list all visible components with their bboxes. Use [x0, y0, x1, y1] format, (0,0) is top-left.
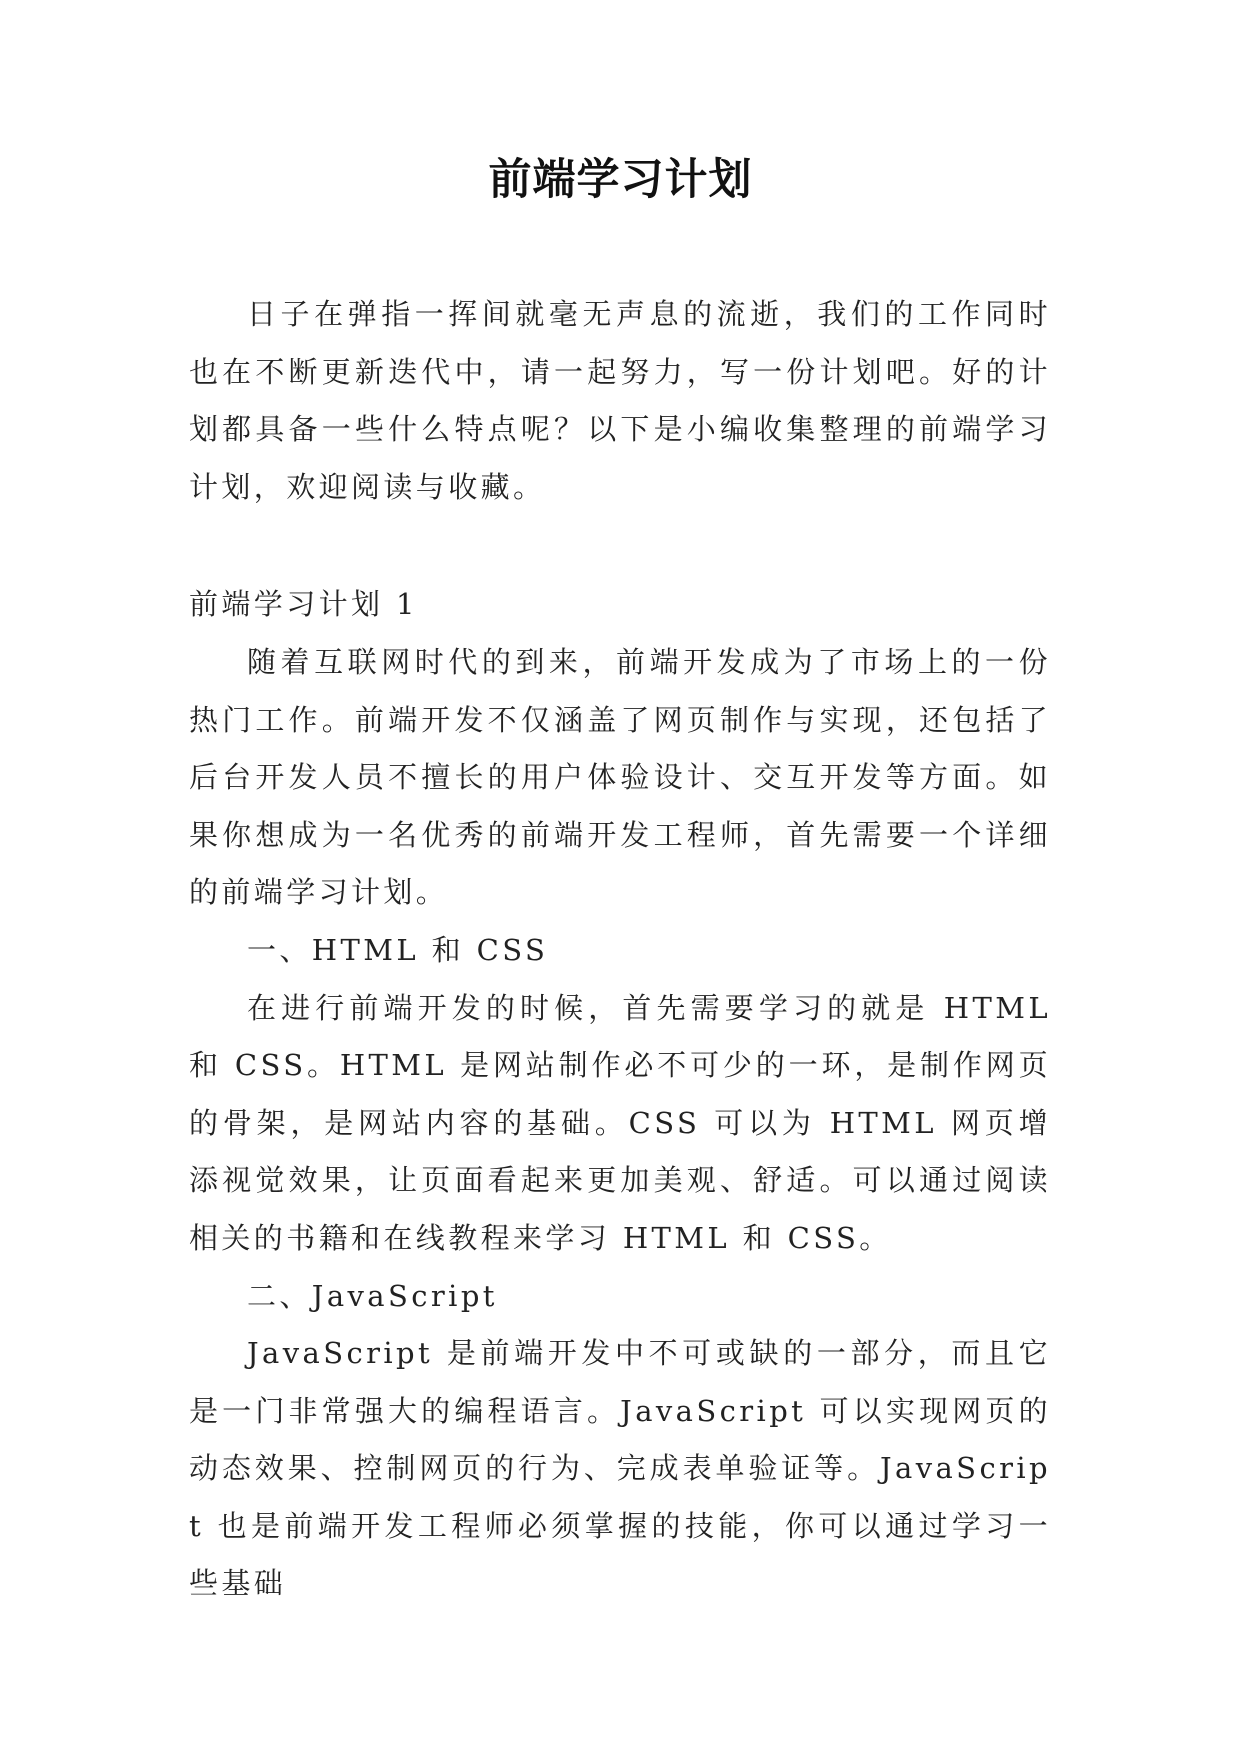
- javascript-paragraph: JavaScript 是前端开发中不可或缺的一部分，而且它是一门非常强大的编程语言。JavaScript 可以实现网页的动态效果、控制网页的行为、完成表单验证等。JavaScript 也是前端开发工程师必须掌握的技能，你可以通过学习一些基础: [189, 1336, 1051, 1601]
- section-intro-paragraph: 随着互联网时代的到来，前端开发成为了市场上的一份热门工作。前端开发不仅涵盖了网页制作与实现，还包括了后台开发人员不擅长的用户体验设计、交互开发等方面。如果你想成为一名优秀的前端开发工程师，首先需要一个详细的前端学习计划。: [189, 644, 1051, 910]
- section-spacer: [189, 516, 1051, 576]
- javascript-heading: 二、JavaScript: [247, 1278, 498, 1313]
- section-title: 前端学习计划 1: [189, 587, 418, 622]
- document-body: [189, 286, 1051, 1613]
- intro-paragraph: 日子在弹指一挥间就毫无声息的流逝，我们的工作同时也在不断更新迭代中，请一起努力，写一份计划吧。好的计划都具备一些什么特点呢？以下是小编收集整理的前端学习计划，欢迎阅读与收藏。: [189, 297, 1051, 504]
- document-title: 前端学习计划: [488, 155, 753, 205]
- html-css-paragraph: 在进行前端开发的时候，首先需要学习的就是 HTML 和 CSS。HTML 是网站制作必不可少的一环，是制作网页的骨架，是网站内容的基础。CSS 可以为 HTML 网页增添视觉效果，让页面看起来更加美观、舒适。可以通过阅读相关的书籍和在线教程来学习 HTML 和 CSS。: [189, 990, 1051, 1255]
- html-css-heading: 一、HTML 和 CSS: [247, 932, 549, 967]
